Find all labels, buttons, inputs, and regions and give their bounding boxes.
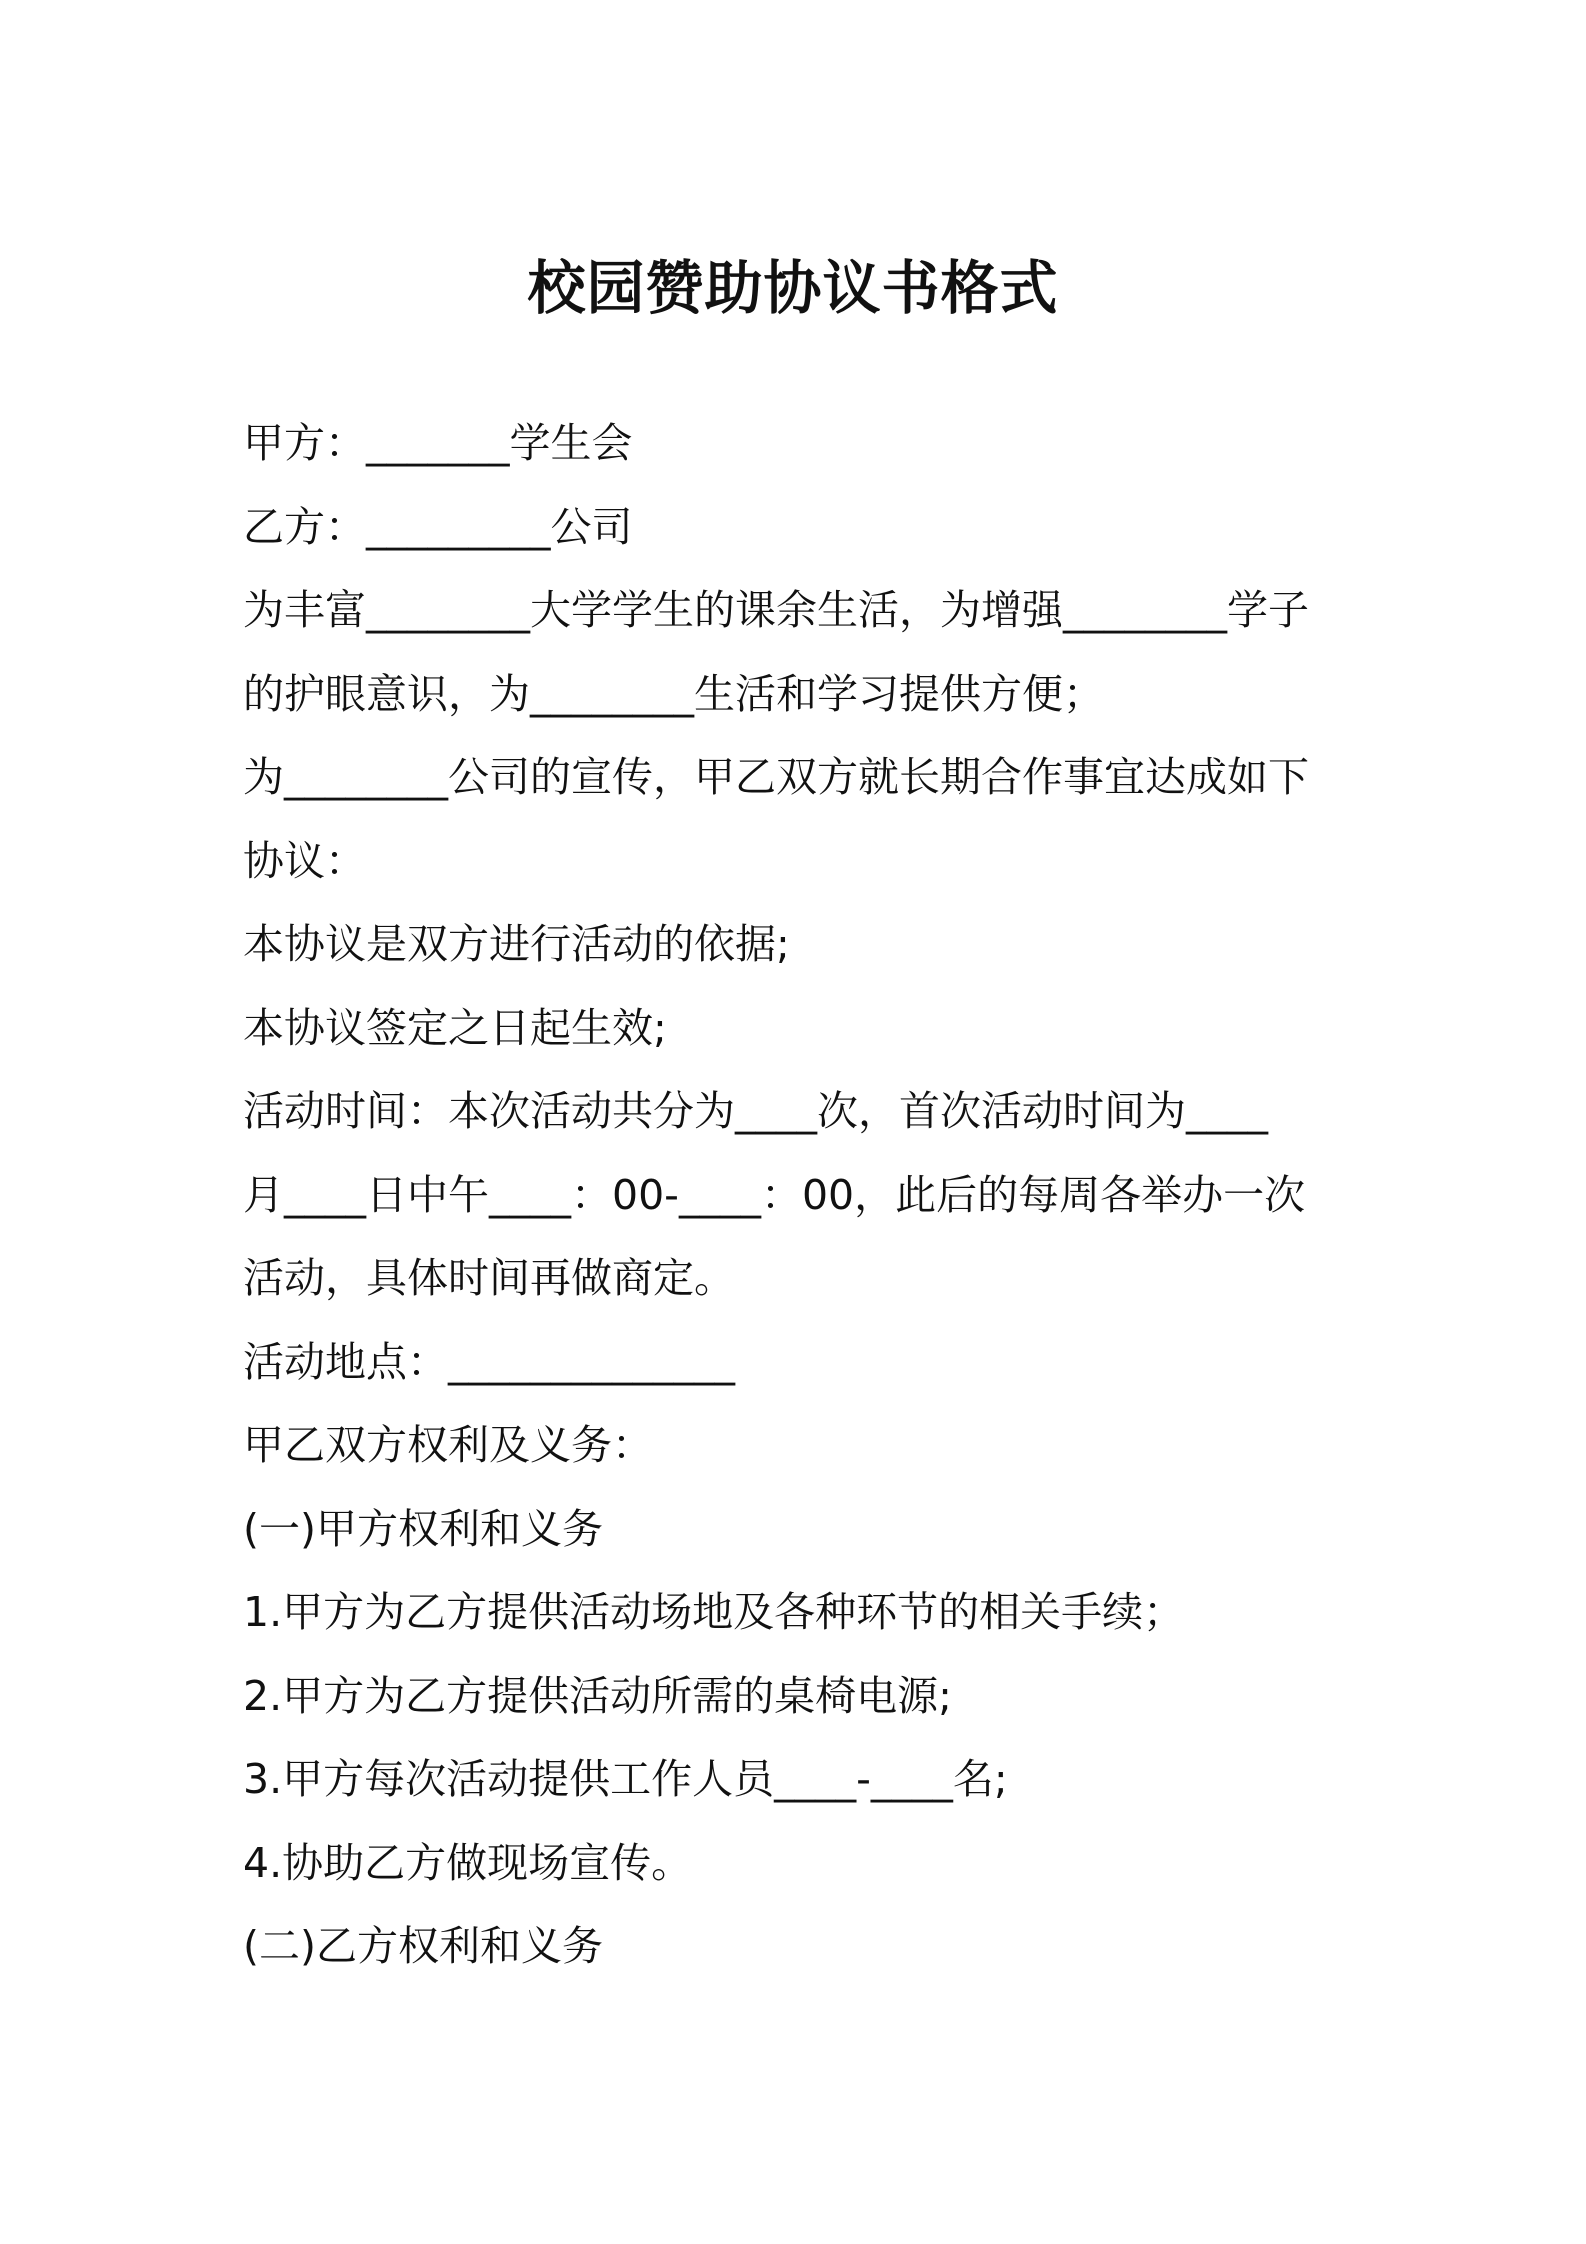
purpose-line-1: 为丰富________大学学生的课余生活，为增强________学子 xyxy=(243,586,1309,634)
effective-date-line: 本协议签定之日起生效; xyxy=(243,1003,667,1052)
party-b-line: 乙方：_________公司 xyxy=(243,502,633,551)
document-title: 校园赞助协议书格式 xyxy=(527,254,1059,322)
party-a-rights-heading: (一)甲方权利和义务 xyxy=(243,1504,603,1553)
basis-line: 本协议是双方进行活动的依据; xyxy=(243,920,790,968)
rights-obligations-heading: 甲乙双方权利及义务： xyxy=(243,1421,653,1469)
document-body xyxy=(243,402,1353,1989)
purpose-line-2: 的护眼意识，为________生活和学习提供方便； xyxy=(243,669,1104,718)
party-a-item-1: 1.甲方为乙方提供活动场地及各种环节的相关手续； xyxy=(243,1588,1185,1636)
activity-location-line: 活动地点：______________ xyxy=(243,1337,735,1386)
activity-time-line-1: 活动时间：本次活动共分为____次，首次活动时间为____ xyxy=(243,1087,1268,1135)
activity-time-line-2: 月____日中午____：00-____：00，此后的每周各举办一次 xyxy=(243,1170,1306,1219)
activity-time-line-3: 活动，具体时间再做商定。 xyxy=(243,1254,735,1302)
party-a-item-2: 2.甲方为乙方提供活动所需的桌椅电源; xyxy=(243,1671,952,1720)
party-b-rights-heading: (二)乙方权利和义务 xyxy=(243,1922,603,1970)
party-a-item-3: 3.甲方每次活动提供工作人员____-____名; xyxy=(243,1755,1008,1803)
purpose-line-3: 为________公司的宣传，甲乙双方就长期合作事宜达成如下 xyxy=(243,753,1309,801)
party-a-line: 甲方：_______学生会 xyxy=(243,419,633,467)
party-a-item-4: 4.协助乙方做现场宣传。 xyxy=(243,1838,693,1887)
purpose-line-4: 协议： xyxy=(243,836,366,885)
